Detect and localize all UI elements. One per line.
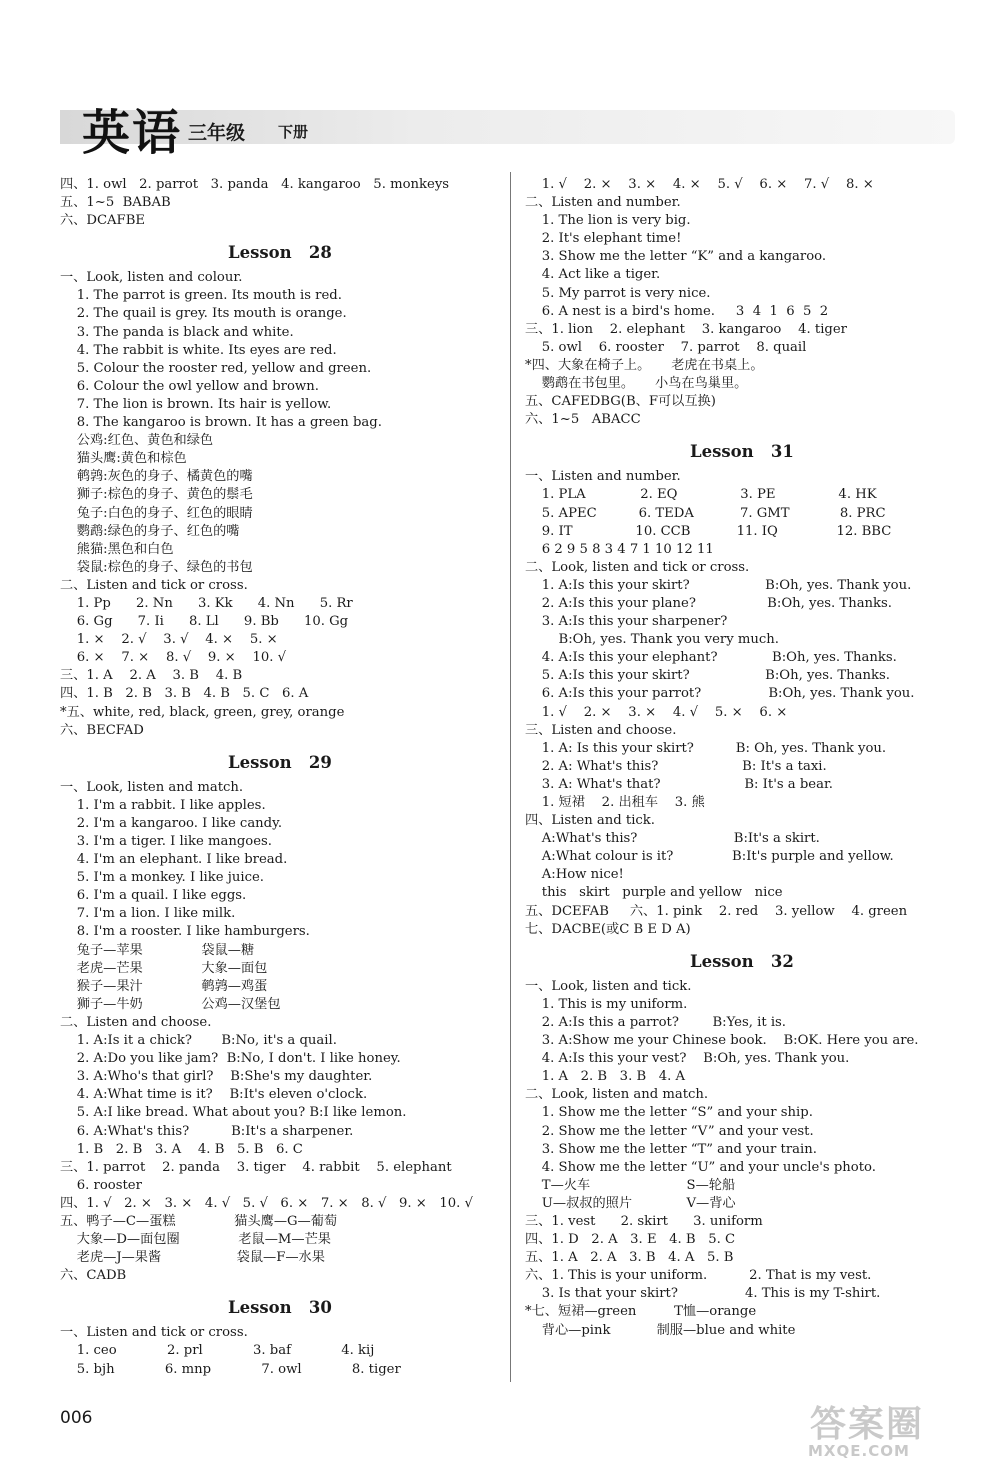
answer-line: 四、Listen and tick. [525,813,655,829]
answer-line: 老虎—芒果 大象—面包 [60,960,268,976]
answer-line: 鹦鹉:绿色的身子、红色的嘴 [60,523,240,539]
answer-line: *五、white, red, black, green, grey, orange [60,704,345,720]
answer-line: T—火车 S—轮船 [525,1177,736,1193]
right-answer-column [525,176,965,1340]
answer-line: 四、1. √ 2. × 3. × 4. √ 5. √ 6. × 7. × 8. √ 9. × 10. √ [60,1195,473,1211]
answer-line: 6. rooster [60,1177,142,1193]
answer-line: 4. A:Is this your elephant? B:Oh, yes. Thanks. [525,650,897,666]
answer-line: 5. APEC 6. TEDA 7. GMT 8. PRC [525,505,886,521]
answer-line: 7. I'm a lion. I like milk. [60,906,236,922]
answer-line: 6. I'm a quail. I like eggs. [60,888,247,904]
answer-line: 六、BECFAD [60,722,144,738]
answer-line: 4. The rabbit is white. Its eyes are red. [60,342,337,358]
answer-line: 七、DACBE(或C B E D A) [525,921,691,937]
column-divider [510,172,511,1382]
answer-line: 5. A:I like bread. What about you? B:I like lemon. [60,1105,407,1121]
answer-line: 公鸡:红色、黄色和绿色 [60,433,214,449]
answer-line: 4. A:Is this your vest? B:Oh, yes. Thank you. [525,1051,850,1067]
answer-line: 8. The kangaroo is brown. It has a green bag. [60,415,382,431]
volume-label: 下册 [278,123,309,141]
answer-line: 猴子—果汁 鹌鹑—鸡蛋 [60,978,268,994]
answer-line: 1. A:Is it a chick? B:No, it's a quail. [60,1033,337,1049]
answer-line: 三、1. lion 2. elephant 3. kangaroo 4. tiger [525,321,847,337]
answer-line: 狮子:棕色的身子、黄色的鬃毛 [60,487,253,503]
answer-line: 3. A:Who's that girl? B:She's my daughter. [60,1069,373,1085]
answer-line: 1. Show me the letter “S” and your ship. [525,1105,813,1121]
answer-line: 6 2 9 5 8 3 4 7 1 10 12 11 [525,541,714,557]
answer-line: 3. Show me the letter “T” and your train. [525,1141,817,1157]
answer-line: 4. A:What time is it? B:It's eleven o'clock. [60,1087,368,1103]
answer-line: 一、Look, listen and tick. [525,978,692,994]
answer-line: 3. A:Show me your Chinese book. B:OK. Here you are. [525,1033,919,1049]
answer-line: 3. Is that your skirt? 4. This is my T-shirt. [525,1286,881,1302]
answer-line: 2. A:Is this a parrot? B:Yes, it is. [525,1014,786,1030]
answer-line: 8. I'm a rooster. I like hamburgers. [60,924,310,940]
lesson-heading: Lesson 31 [690,442,794,462]
answer-line: 2. Show me the letter “V” and your vest. [525,1123,814,1139]
grade-label: 三年级 [188,122,246,144]
answer-line: 5. bjh 6. mnp 7. owl 8. tiger [60,1361,401,1377]
answer-line: 熊猫:黑色和白色 [60,541,174,557]
answer-line: 老虎—J—果酱 袋鼠—F—水果 [60,1250,325,1266]
answer-line: 鹦鹉在书包里。 小鸟在鸟巢里。 [525,376,748,392]
answer-line: 7. The lion is brown. Its hair is yellow. [60,396,332,412]
answer-line: 4. Act like a tiger. [525,267,661,283]
answer-line: 1. The lion is very big. [525,213,691,229]
answer-line: 5. A:Is this your skirt? B:Oh, yes. Thanks. [525,668,890,684]
answer-line: 1. PLA 2. EQ 3. PE 4. HK [525,487,877,503]
answer-line: 六、DCAFBE [60,213,146,229]
answer-line: 4. I'm an elephant. I like bread. [60,852,288,868]
answer-line: 四、1. B 2. B 3. B 4. B 5. C 6. A [60,686,309,702]
answer-line: 狮子—牛奶 公鸡—汉堡包 [60,996,281,1012]
answer-line: 6. × 7. × 8. √ 9. × 10. √ [60,650,287,666]
answer-line: 一、Listen and tick or cross. [60,1325,248,1341]
answer-line: 六、1. This is your uniform. 2. That is my vest. [525,1268,872,1284]
answer-line: 兔子—苹果 袋鼠—糖 [60,942,255,958]
answer-line: 三、1. parrot 2. panda 3. tiger 4. rabbit 5. elephant [60,1159,452,1175]
watermark-logo [800,1396,980,1466]
answer-line: 6. Colour the owl yellow and brown. [60,378,319,394]
answer-line: 二、Listen and choose. [60,1014,212,1030]
answer-line: 二、Listen and number. [525,195,681,211]
lesson-heading: Lesson 30 [228,1298,332,1318]
answer-line: this skirt purple and yellow nice [525,885,783,901]
answer-line: 鹌鹑:灰色的身子、橘黄色的嘴 [60,469,253,485]
answer-line: 1. A 2. B 3. B 4. A [525,1069,686,1085]
answer-line: 四、1. D 2. A 3. E 4. B 5. C [525,1232,736,1248]
answer-line: 3. Show me the letter “K” and a kangaroo. [525,249,827,265]
answer-line: 4. Show me the letter “U” and your uncle's photo. [525,1159,876,1175]
answer-line: B:Oh, yes. Thank you very much. [525,632,779,648]
answer-line: A:How nice! [525,867,624,883]
answer-line: 五、CAFEDBG(B、F可以互换) [525,394,716,410]
answer-line: 3. A: What's that? B: It's a bear. [525,776,833,792]
answer-line: 六、CADB [60,1268,127,1284]
answer-line: 二、Look, listen and match. [525,1087,709,1103]
lesson-heading: Lesson 32 [690,951,794,971]
answer-line: 2. It's elephant time! [525,231,682,247]
answer-line: *七、短裙—green T恤—orange [525,1304,757,1320]
answer-line: 6. A:Is this your parrot? B:Oh, yes. Thank you. [525,686,915,702]
watermark-bottom-text: MXQE.COM [808,1442,910,1460]
answer-line: 五、1~5 BABAB [60,195,171,211]
answer-line: 1. This is my uniform. [525,996,688,1012]
answer-line: 2. A: What's this? B: It's a taxi. [525,758,827,774]
answer-line: 1. B 2. B 3. A 4. B 5. B 6. C [60,1141,303,1157]
answer-line: 一、Listen and number. [525,469,681,485]
answer-line: 兔子:白色的身子、红色的眼睛 [60,505,253,521]
answer-line: 1. √ 2. × 3. × 4. × 5. √ 6. × 7. √ 8. × [525,177,874,192]
answer-line: 四、1. owl 2. parrot 3. panda 4. kangaroo 5. monkeys [60,177,450,192]
subject-title: 英语 [82,105,183,161]
answer-line: *四、大象在椅子上。 老虎在书桌上。 [525,357,764,373]
answer-line: 6. Gg 7. Ii 8. Ll 9. Bb 10. Gg [60,614,349,630]
answer-line: 1. Pp 2. Nn 3. Kk 4. Nn 5. Rr [60,595,353,611]
answer-line: A:What's this? B:It's a skirt. [525,831,820,847]
answer-line: U—叔叔的照片 V—背心 [525,1195,736,1211]
left-answer-column [60,176,500,1379]
answer-line: 1. I'm a rabbit. I like apples. [60,797,266,813]
answer-line: 五、DCEFAB 六、1. pink 2. red 3. yellow 4. green [525,903,908,919]
answer-line: 5. My parrot is very nice. [525,285,711,301]
answer-line: 3. A:Is this your sharpener? [525,614,728,630]
answer-line: 5. I'm a monkey. I like juice. [60,870,264,886]
page-number: 006 [60,1408,93,1428]
answer-line: 三、1. vest 2. skirt 3. uniform [525,1213,763,1229]
answer-line: 袋鼠:棕色的身子、绿色的书包 [60,559,253,575]
answer-line: 2. A:Is this your plane? B:Oh, yes. Thanks. [525,595,893,611]
answer-line: 一、Look, listen and match. [60,779,244,795]
watermark-top-text: 答案圈 [810,1404,925,1445]
answer-line: 3. The panda is black and white. [60,324,294,340]
answer-line: 2. I'm a kangaroo. I like candy. [60,815,283,831]
answer-line: 1. ceo 2. prl 3. baf 4. kij [60,1343,375,1359]
answer-line: 五、1. A 2. A 3. B 4. A 5. B [525,1250,734,1266]
answer-line: 1. × 2. √ 3. √ 4. × 5. × [60,632,278,648]
answer-line: 2. A:Do you like jam? B:No, I don't. I like honey. [60,1051,401,1067]
answer-line: 1. A:Is this your skirt? B:Oh, yes. Thank you. [525,577,912,593]
answer-line: A:What colour is it? B:It's purple and yellow. [525,849,894,865]
answer-line: 6. A:What's this? B:It's a sharpener. [60,1123,354,1139]
answer-line: 二、Listen and tick or cross. [60,577,248,593]
answer-line: 六、1~5 ABACC [525,412,641,428]
answer-line: 2. The quail is grey. Its mouth is orange. [60,306,347,322]
lesson-heading: Lesson 28 [228,243,332,263]
answer-line: 大象—D—面包圈 老鼠—M—芒果 [60,1232,331,1248]
answer-line: 二、Look, listen and tick or cross. [525,559,750,575]
answer-line: 5. owl 6. rooster 7. parrot 8. quail [525,339,807,355]
answer-line: 1. The parrot is green. Its mouth is red. [60,288,342,304]
answer-line: 五、鸭子—C—蛋糕 猫头鹰—G—葡萄 [60,1213,338,1229]
answer-line: 9. IT 10. CCB 11. IQ 12. BBC [525,523,892,539]
answer-line: 5. Colour the rooster red, yellow and green. [60,360,372,376]
answer-line: 1. √ 2. × 3. × 4. √ 5. × 6. × [525,704,788,720]
answer-line: 1. A: Is this your skirt? B: Oh, yes. Thank you. [525,740,887,756]
answer-line: 背心—pink 制服—blue and white [525,1322,796,1338]
answer-line: 三、1. A 2. A 3. B 4. B [60,668,243,684]
answer-line: 三、Listen and choose. [525,722,677,738]
answer-line: 6. A nest is a bird's home. 3 4 1 6 5 2 [525,303,829,319]
answer-line: 3. I'm a tiger. I like mangoes. [60,834,272,849]
answer-line: 猫头鹰:黄色和棕色 [60,451,187,467]
lesson-heading: Lesson 29 [228,752,332,772]
answer-line: 一、Look, listen and colour. [60,270,243,286]
answer-line: 1. 短裙 2. 出租车 3. 熊 [525,795,705,810]
